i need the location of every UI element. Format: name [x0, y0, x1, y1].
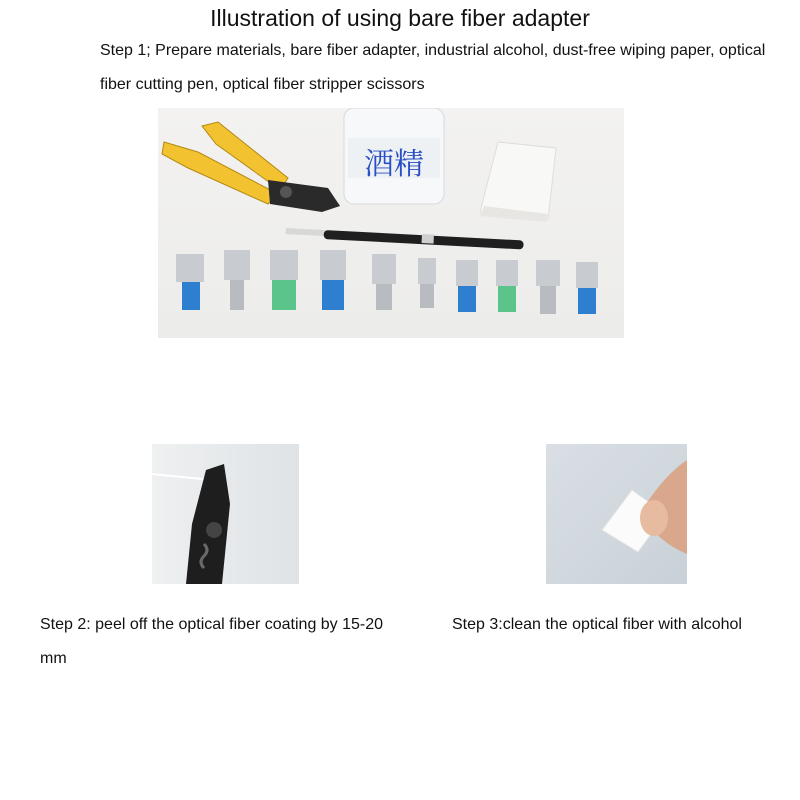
adapter-1: [176, 254, 204, 310]
step-3-text: Step 3:clean the optical fiber with alcohol: [452, 616, 742, 633]
materials-photo: [158, 108, 624, 338]
page-title: Illustration of using bare fiber adapter: [210, 5, 590, 31]
fiber-cutting-pen: [286, 228, 524, 249]
adapter-4: [320, 250, 346, 310]
stripping-photo: [152, 444, 299, 584]
adapter-7: [456, 260, 478, 312]
adapter-6: [418, 258, 436, 308]
adapter-10: [576, 262, 598, 314]
cleaning-photo: [546, 444, 687, 584]
alcohol-bottle: [344, 108, 444, 204]
adapter-5: [372, 254, 396, 310]
adapter-9: [536, 260, 560, 314]
adapter-8: [496, 260, 518, 312]
adapter-2: [224, 250, 250, 310]
fiber-stripper-pliers: [162, 122, 340, 212]
step-1-text: Step 1; Prepare materials, bare fiber adapter, industrial alcohol, dust-free wiping paper, optical fiber cutting pen, optical fiber stripper scissors: [100, 42, 766, 93]
step-2-text: Step 2: peel off the optical fiber coating by 15-20 mm: [40, 616, 384, 667]
wiping-paper: [480, 142, 556, 222]
adapter-3: [270, 250, 298, 310]
alcohol-bottle-label: 酒精: [364, 147, 424, 182]
